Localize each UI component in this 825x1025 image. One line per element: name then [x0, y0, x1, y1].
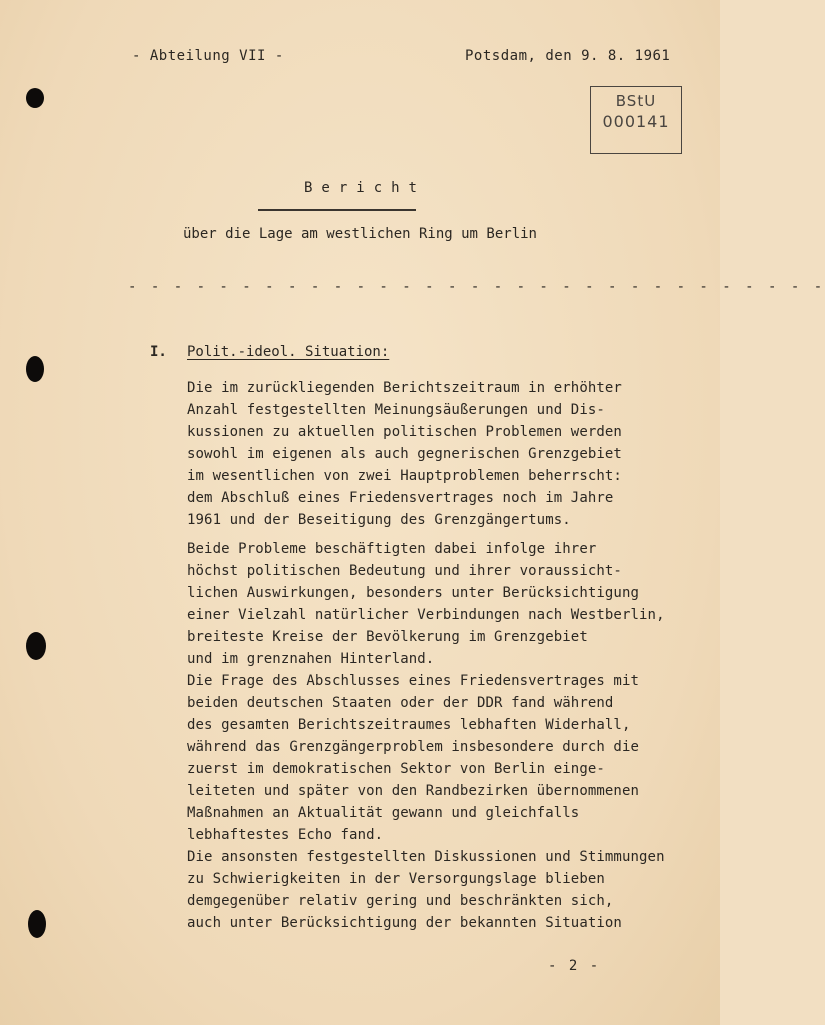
body-line: kussionen zu aktuellen politischen Problemen werden: [187, 424, 622, 440]
title-underline: [258, 209, 416, 211]
body-line: Die ansonsten festgestellten Diskussionen und Stimmungen: [187, 849, 665, 865]
body-line: breiteste Kreise der Bevölkerung im Grenzgebiet: [187, 629, 588, 645]
body-line: demgegenüber relativ gering und beschränkten sich,: [187, 893, 614, 909]
body-line: lichen Auswirkungen, besonders unter Berücksichtigung: [187, 585, 640, 601]
place-date: Potsdam, den 9. 8. 1961: [465, 48, 671, 64]
report-subtitle: über die Lage am westlichen Ring um Berlin: [182, 226, 537, 242]
body-line: auch unter Berücksichtigung der bekannten Situation: [187, 915, 622, 931]
punch-hole-3: [26, 632, 46, 660]
body-line: leiteten und später von den Randbezirken übernommenen: [187, 783, 640, 799]
section-number: I.: [150, 344, 167, 360]
body-line: beiden deutschen Staaten oder der DDR fand während: [187, 695, 614, 711]
body-line: dem Abschluß eines Friedensvertrages noch im Jahre: [187, 490, 614, 506]
section-heading: Polit.-ideol. Situation:: [187, 344, 390, 360]
body-line: Maßnahmen an Aktualität gewann und gleichfalls: [187, 805, 580, 821]
body-line: einer Vielzahl natürlicher Verbindungen nach Westberlin,: [187, 607, 665, 623]
body-line: Anzahl festgestellten Meinungsäußerungen und Dis-: [187, 402, 605, 418]
body-line: und im grenznahen Hinterland.: [187, 651, 435, 667]
report-title: Bericht: [303, 180, 426, 196]
department-label: - Abteilung VII -: [132, 48, 284, 64]
body-line: sowohl im eigenen als auch gegnerischen Grenzgebiet: [187, 446, 622, 462]
body-line: zuerst im demokratischen Sektor von Berlin einge-: [187, 761, 605, 777]
body-line: 1961 und der Beseitigung des Grenzgängertums.: [187, 512, 571, 528]
archive-stamp: [590, 86, 682, 154]
punch-hole-1: [26, 88, 44, 108]
body-line: lebhaftestes Echo fand.: [187, 827, 384, 843]
stamp-number: 000141: [602, 112, 670, 131]
body-line: zu Schwierigkeiten in der Versorgungslage blieben: [187, 871, 605, 887]
body-line: Die Frage des Abschlusses eines Friedensvertrages mit: [187, 673, 640, 689]
stamp-agency: BStU: [615, 92, 657, 110]
dashed-divider: - - - - - - - - - - - - - - - - - - - - - - - - - - - - - - -: [128, 279, 825, 295]
body-line: Beide Probleme beschäftigten dabei infolge ihrer: [187, 541, 597, 557]
punch-hole-2: [26, 356, 44, 382]
body-line: des gesamten Berichtszeitraumes lebhaften Widerhall,: [187, 717, 631, 733]
body-line: Die im zurückliegenden Berichtszeitraum in erhöhter: [187, 380, 622, 396]
body-line: im wesentlichen von zwei Hauptproblemen beherrscht:: [187, 468, 622, 484]
punch-hole-4: [28, 910, 46, 938]
body-line: höchst politischen Bedeutung und ihrer voraussicht-: [187, 563, 622, 579]
page-number: - 2 -: [548, 958, 601, 974]
body-line: während das Grenzgängerproblem insbesondere durch die: [187, 739, 640, 755]
